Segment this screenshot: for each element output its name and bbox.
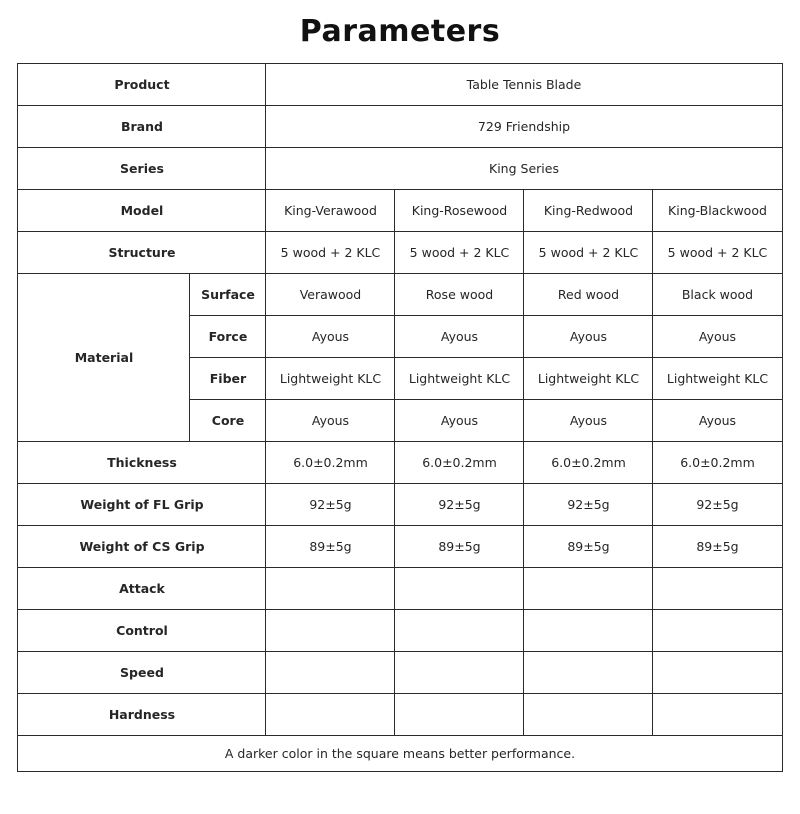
attack-swatch-2 bbox=[395, 568, 524, 610]
table-row-weight-cs bbox=[18, 526, 782, 568]
table-row-structure bbox=[18, 232, 782, 274]
surface-value-3: Red wood bbox=[524, 274, 653, 316]
force-value-1: Ayous bbox=[266, 316, 395, 358]
table-row-attack bbox=[18, 568, 782, 610]
row-label-control: Control bbox=[18, 610, 266, 652]
table-row-speed bbox=[18, 652, 782, 694]
row-label-model: Model bbox=[18, 190, 266, 232]
table-row-weight-fl bbox=[18, 484, 782, 526]
table-row-control bbox=[18, 610, 782, 652]
parameters-page bbox=[0, 14, 800, 814]
row-value-brand: 729 Friendship bbox=[266, 106, 782, 148]
hardness-swatch-1 bbox=[266, 694, 395, 736]
weight-cs-value-3: 89±5g bbox=[524, 526, 653, 568]
row-label-speed: Speed bbox=[18, 652, 266, 694]
row-label-weight-fl: Weight of FL Grip bbox=[18, 484, 266, 526]
thickness-value-3: 6.0±0.2mm bbox=[524, 442, 653, 484]
table-row-series bbox=[18, 148, 782, 190]
weight-fl-value-1: 92±5g bbox=[266, 484, 395, 526]
table-row-material-surface bbox=[18, 274, 782, 316]
force-value-2: Ayous bbox=[395, 316, 524, 358]
hardness-swatch-2 bbox=[395, 694, 524, 736]
weight-fl-value-2: 92±5g bbox=[395, 484, 524, 526]
force-value-3: Ayous bbox=[524, 316, 653, 358]
footer-note: A darker color in the square means better performance. bbox=[18, 736, 782, 772]
control-swatch-4 bbox=[653, 610, 782, 652]
fiber-value-3: Lightweight KLC bbox=[524, 358, 653, 400]
sub-label-fiber: Fiber bbox=[190, 358, 266, 400]
attack-swatch-3 bbox=[524, 568, 653, 610]
table-row-footer-note bbox=[18, 736, 782, 772]
surface-value-2: Rose wood bbox=[395, 274, 524, 316]
model-value-4: King-Blackwood bbox=[653, 190, 782, 232]
structure-value-1: 5 wood + 2 KLC bbox=[266, 232, 395, 274]
thickness-value-1: 6.0±0.2mm bbox=[266, 442, 395, 484]
core-value-2: Ayous bbox=[395, 400, 524, 442]
row-label-hardness: Hardness bbox=[18, 694, 266, 736]
weight-cs-value-4: 89±5g bbox=[653, 526, 782, 568]
row-value-series: King Series bbox=[266, 148, 782, 190]
page-title: Parameters bbox=[299, 14, 501, 49]
row-label-series: Series bbox=[18, 148, 266, 190]
structure-value-2: 5 wood + 2 KLC bbox=[395, 232, 524, 274]
row-label-weight-cs: Weight of CS Grip bbox=[18, 526, 266, 568]
control-swatch-2 bbox=[395, 610, 524, 652]
force-value-4: Ayous bbox=[653, 316, 782, 358]
speed-swatch-3 bbox=[524, 652, 653, 694]
sub-label-force: Force bbox=[190, 316, 266, 358]
hardness-swatch-3 bbox=[524, 694, 653, 736]
fiber-value-4: Lightweight KLC bbox=[653, 358, 782, 400]
control-swatch-1 bbox=[266, 610, 395, 652]
core-value-4: Ayous bbox=[653, 400, 782, 442]
surface-value-4: Black wood bbox=[653, 274, 782, 316]
row-label-attack: Attack bbox=[18, 568, 266, 610]
row-label-structure: Structure bbox=[18, 232, 266, 274]
row-label-material: Material bbox=[18, 274, 190, 442]
row-label-brand: Brand bbox=[18, 106, 266, 148]
table-row-hardness bbox=[18, 694, 782, 736]
row-label-thickness: Thickness bbox=[18, 442, 266, 484]
fiber-value-1: Lightweight KLC bbox=[266, 358, 395, 400]
model-value-2: King-Rosewood bbox=[395, 190, 524, 232]
table-row-brand bbox=[18, 106, 782, 148]
sub-label-surface: Surface bbox=[190, 274, 266, 316]
model-value-3: King-Redwood bbox=[524, 190, 653, 232]
core-value-1: Ayous bbox=[266, 400, 395, 442]
control-swatch-3 bbox=[524, 610, 653, 652]
row-label-product: Product bbox=[18, 64, 266, 106]
structure-value-3: 5 wood + 2 KLC bbox=[524, 232, 653, 274]
attack-swatch-4 bbox=[653, 568, 782, 610]
model-value-1: King-Verawood bbox=[266, 190, 395, 232]
sub-label-core: Core bbox=[190, 400, 266, 442]
row-value-product: Table Tennis Blade bbox=[266, 64, 782, 106]
surface-value-1: Verawood bbox=[266, 274, 395, 316]
weight-cs-value-2: 89±5g bbox=[395, 526, 524, 568]
table-row-thickness bbox=[18, 442, 782, 484]
parameters-table bbox=[17, 63, 782, 772]
weight-fl-value-3: 92±5g bbox=[524, 484, 653, 526]
table-row-product bbox=[18, 64, 782, 106]
hardness-swatch-4 bbox=[653, 694, 782, 736]
table-row-model bbox=[18, 190, 782, 232]
attack-swatch-1 bbox=[266, 568, 395, 610]
weight-cs-value-1: 89±5g bbox=[266, 526, 395, 568]
speed-swatch-2 bbox=[395, 652, 524, 694]
thickness-value-4: 6.0±0.2mm bbox=[653, 442, 782, 484]
weight-fl-value-4: 92±5g bbox=[653, 484, 782, 526]
fiber-value-2: Lightweight KLC bbox=[395, 358, 524, 400]
thickness-value-2: 6.0±0.2mm bbox=[395, 442, 524, 484]
core-value-3: Ayous bbox=[524, 400, 653, 442]
speed-swatch-4 bbox=[653, 652, 782, 694]
speed-swatch-1 bbox=[266, 652, 395, 694]
structure-value-4: 5 wood + 2 KLC bbox=[653, 232, 782, 274]
